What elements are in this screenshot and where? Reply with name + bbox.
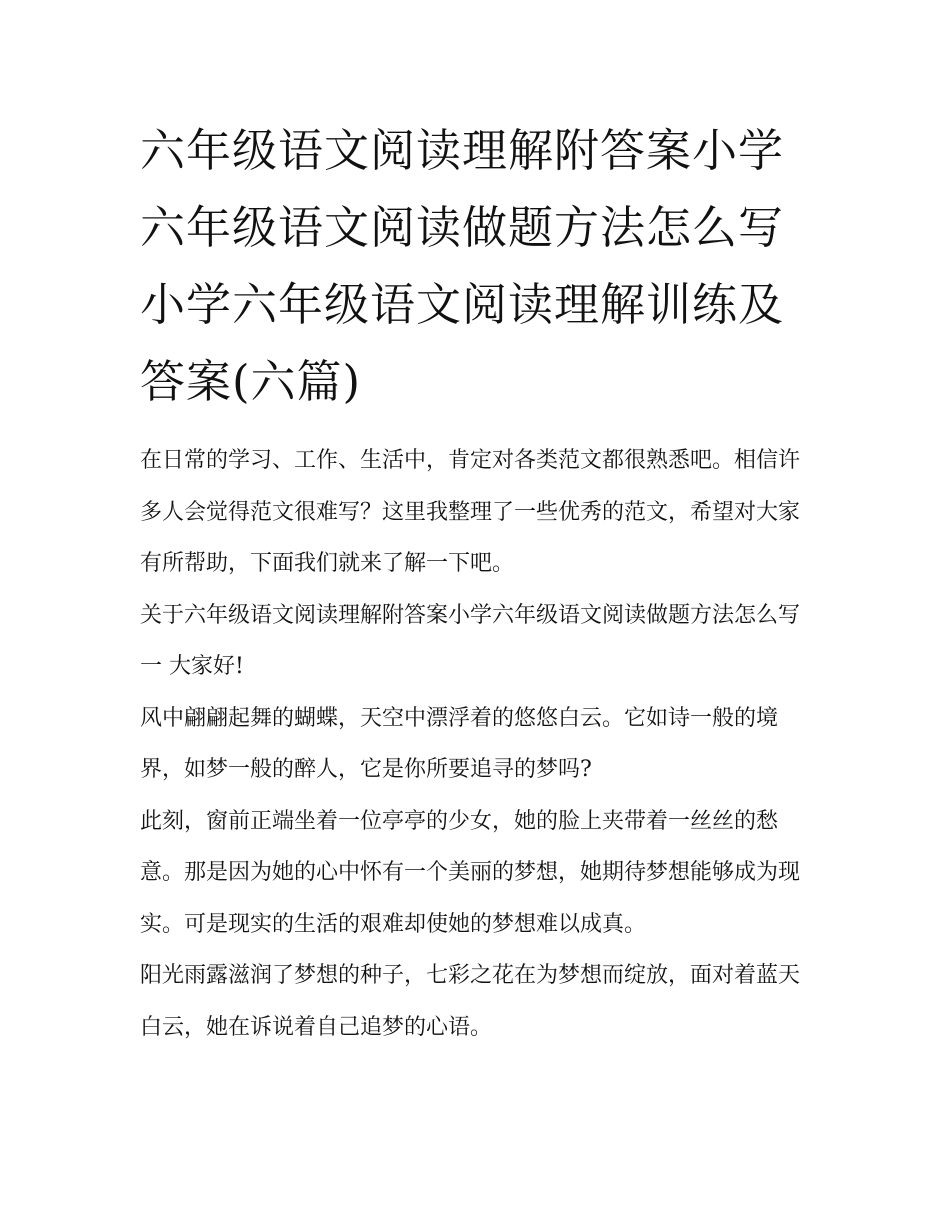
document-body	[140, 435, 812, 1053]
document-title: 六年级语文阅读理解附答案小学六年级语文阅读做题方法怎么写 小学六年级语文阅读理解训练及答案(六篇)	[140, 124, 785, 408]
document-content	[140, 112, 812, 1053]
paragraph-heading-one: 关于六年级语文阅读理解附答案小学六年级语文阅读做题方法怎么写一 大家好!	[140, 602, 801, 679]
paragraph-sunshine: 阳光雨露滋润了梦想的种子，七彩之花在为梦想而绽放，面对着蓝天白云，她在诉说着自己追梦的心语。	[140, 963, 801, 1040]
paragraph-girl: 此刻，窗前正端坐着一位亭亭的少女，她的脸上夹带着一丝丝的愁意。那是因为她的心中怀有一个美丽的梦想，她期待梦想能够成为现实。可是现实的生活的艰难却使她的梦想难以成真。	[140, 808, 801, 937]
paragraph-butterfly: 风中翩翩起舞的蝴蝶，天空中漂浮着的悠悠白云。它如诗一般的境界，如梦一般的醉人，它是你所要追寻的梦吗?	[140, 705, 779, 782]
paragraph-intro: 在日常的学习、工作、生活中，肯定对各类范文都很熟悉吧。相信许多人会觉得范文很难写？这里我整理了一些优秀的范文，希望对大家有所帮助，下面我们就来了解一下吧。	[140, 448, 801, 576]
